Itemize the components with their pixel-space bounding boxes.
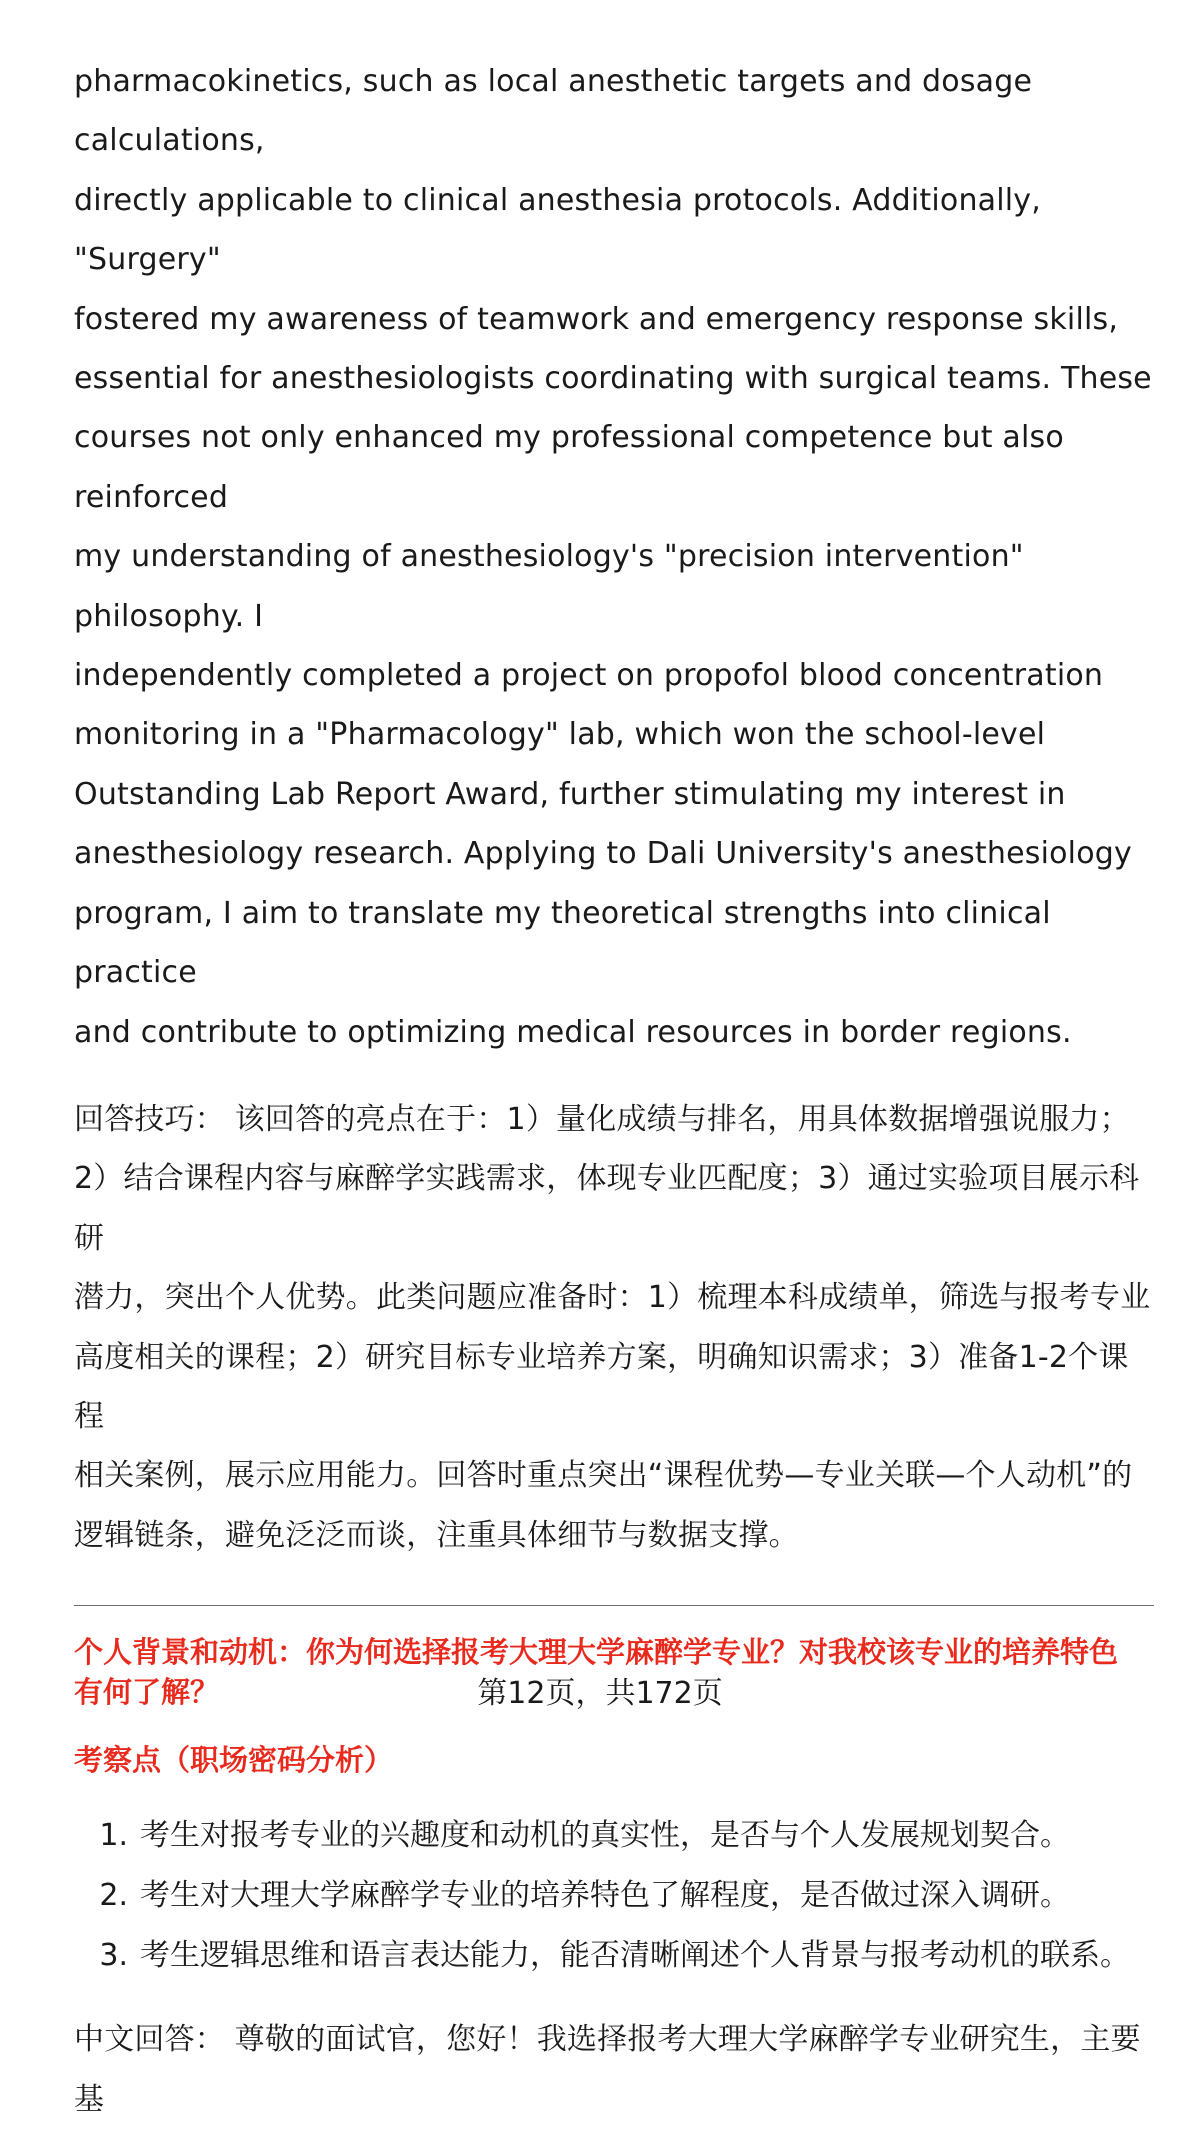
paragraph-line: monitoring in a "Pharmacology" lab, which won the school-level	[74, 717, 1046, 753]
paragraph-line: fostered my awareness of teamwork and emergency response skills,	[74, 301, 1119, 337]
paragraph-line: program, I aim to translate my theoretical strengths into clinical practice	[74, 895, 1051, 991]
question-line: 有何了解？	[74, 1675, 220, 1710]
chinese-answer-start: 中文回答： 尊敬的面试官，您好！我选择报考大理大学麻醉学专业研究生，主要基	[74, 2022, 1141, 2117]
list-item-text: 考生对报考专业的兴趣度和动机的真实性，是否与个人发展规划契合。	[140, 1818, 1070, 1854]
paragraph-line: and contribute to optimizing medical resources in border regions.	[74, 1014, 1072, 1050]
document-page	[74, 52, 1154, 2129]
paragraph-line: my understanding of anesthesiology's "precision intervention" philosophy. I	[74, 539, 1024, 634]
list-item-text: 考生逻辑思维和语言表达能力，能否清晰阐述个人背景与报考动机的联系。	[140, 1938, 1130, 1974]
paragraph-line: essential for anesthesiologists coordinating with surgical teams. These	[74, 361, 1152, 397]
question-line: 个人背景和动机：你为何选择报考大理大学麻醉学专业？对我校该专业的培养特色	[74, 1635, 1119, 1670]
english-answer-paragraph	[74, 52, 1154, 1062]
tips-line: 高度相关的课程；2）研究目标专业培养方案，明确知识需求；3）准备1-2个课程	[74, 1339, 1129, 1434]
list-item-number: 3.	[99, 1938, 128, 1974]
list-item	[74, 1926, 1154, 1986]
tips-line: 2）结合课程内容与麻醉学实践需求，体现专业匹配度；3）通过实验项目展示科研	[74, 1161, 1140, 1256]
paragraph-line: directly applicable to clinical anesthesia protocols. Additionally, "Surgery"	[74, 182, 1041, 278]
tips-line: 回答技巧： 该回答的亮点在于：1）量化成绩与排名，用具体数据增强说服力；	[74, 1101, 1130, 1137]
paragraph-line: courses not only enhanced my professional competence but also reinforced	[74, 420, 1064, 515]
answer-tips-paragraph	[74, 1090, 1154, 1565]
list-item	[74, 1806, 1154, 1866]
tips-line: 相关案例，展示应用能力。回答时重点突出“课程优势—专业关联—个人动机”的	[74, 1458, 1133, 1494]
page-number-footer: 第12页，共172页	[477, 1676, 723, 1711]
paragraph-line: anesthesiology research. Applying to Dali University's anesthesiology	[74, 836, 1132, 872]
tips-line: 逻辑链条，避免泛泛而谈，注重具体细节与数据支撑。	[74, 1517, 799, 1553]
list-item-number: 1.	[99, 1818, 128, 1854]
paragraph-line: Outstanding Lab Report Award, further stimulating my interest in	[74, 776, 1066, 812]
list-item-number: 2.	[99, 1878, 128, 1914]
paragraph-line: independently completed a project on propofol blood concentration	[74, 658, 1104, 694]
paragraph-line: pharmacokinetics, such as local anesthetic targets and dosage calculations,	[74, 64, 1033, 159]
list-item	[74, 1866, 1154, 1926]
tips-line: 潜力，突出个人优势。此类问题应准备时：1）梳理本科成绩单，筛选与报考专业	[74, 1280, 1151, 1316]
key-points-heading: 考察点（职场密码分析）	[74, 1743, 394, 1778]
section-divider	[74, 1605, 1154, 1606]
list-item-text: 考生对大理大学麻醉学专业的培养特色了解程度，是否做过深入调研。	[140, 1878, 1070, 1914]
key-points-list	[74, 1806, 1154, 1986]
